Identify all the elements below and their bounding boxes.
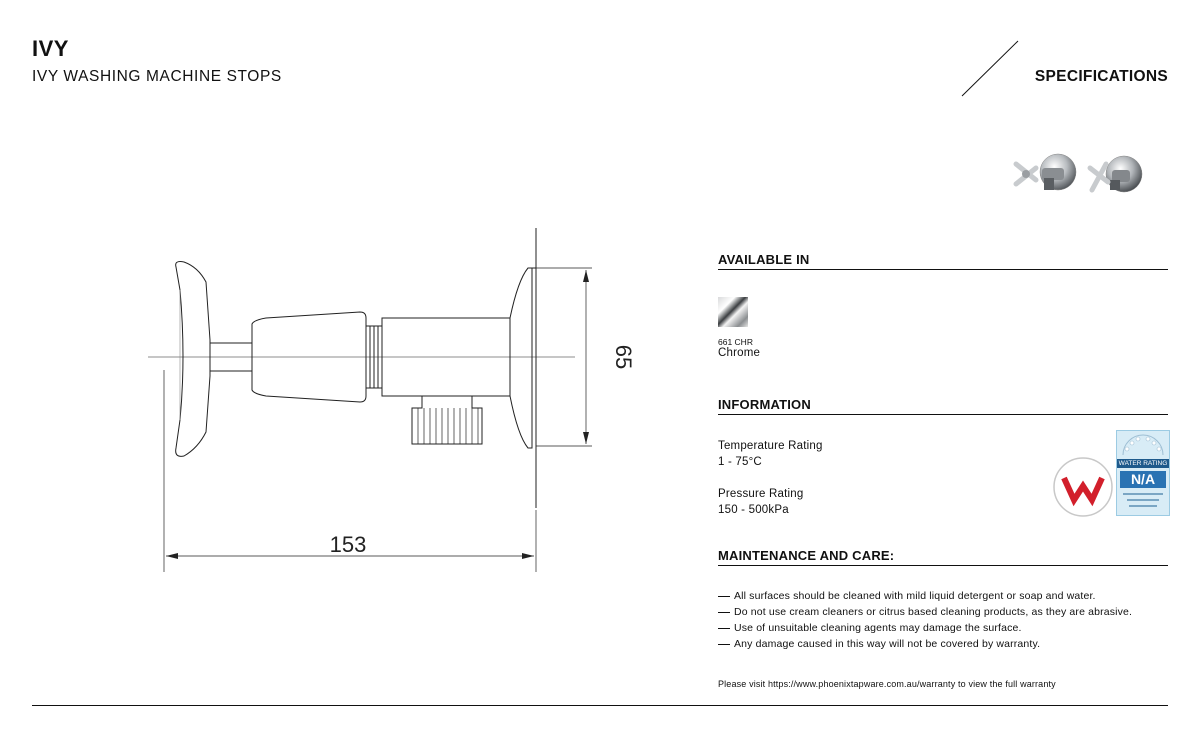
- maintenance-heading: MAINTENANCE AND CARE:: [718, 548, 1168, 566]
- product-thumbnail-angle: [1086, 150, 1148, 200]
- bottom-divider: [32, 705, 1168, 706]
- warranty-note: Please visit https://www.phoenixtapware.com.au/warranty to view the full warranty: [718, 679, 1056, 689]
- technical-drawing: [140, 220, 640, 580]
- divider-slash: [955, 38, 1025, 100]
- temperature-rating-value: 1 - 75°C: [718, 456, 762, 468]
- watermark-logo-icon: [1052, 456, 1114, 518]
- star-rating-icon: [1117, 433, 1169, 459]
- available-in-heading: AVAILABLE IN: [718, 252, 1168, 270]
- specifications-label: SPECIFICATIONS: [1034, 68, 1168, 85]
- maintenance-item: All surfaces should be cleaned with mild liquid detergent or soap and water.: [718, 590, 1096, 602]
- product-title: IVY WASHING MACHINE STOPS: [32, 68, 282, 85]
- pressure-rating-value: 150 - 500kPa: [718, 504, 789, 516]
- water-rating-badge: [1116, 430, 1170, 516]
- width-dimension-label: 153: [329, 532, 367, 557]
- finish-code: 661 CHR: [718, 337, 753, 347]
- temperature-rating-label: Temperature Rating: [718, 440, 823, 452]
- product-thumbnail-front: [1012, 150, 1078, 200]
- maintenance-item: Do not use cream cleaners or citrus based cleaning products, as they are abrasive.: [718, 606, 1132, 618]
- water-rating-label: WATER RATING: [1118, 460, 1168, 467]
- information-heading: INFORMATION: [718, 397, 1168, 415]
- brand-title: IVY: [32, 36, 69, 61]
- pressure-rating-label: Pressure Rating: [718, 488, 804, 500]
- water-rating-value: N/A: [1120, 471, 1166, 488]
- maintenance-item: Use of unsuitable cleaning agents may damage the surface.: [718, 622, 1022, 634]
- height-dimension-label: 65: [611, 344, 636, 370]
- finish-name: Chrome: [718, 347, 761, 359]
- chrome-swatch: [718, 297, 748, 327]
- maintenance-item: Any damage caused in this way will not be covered by warranty.: [718, 638, 1040, 650]
